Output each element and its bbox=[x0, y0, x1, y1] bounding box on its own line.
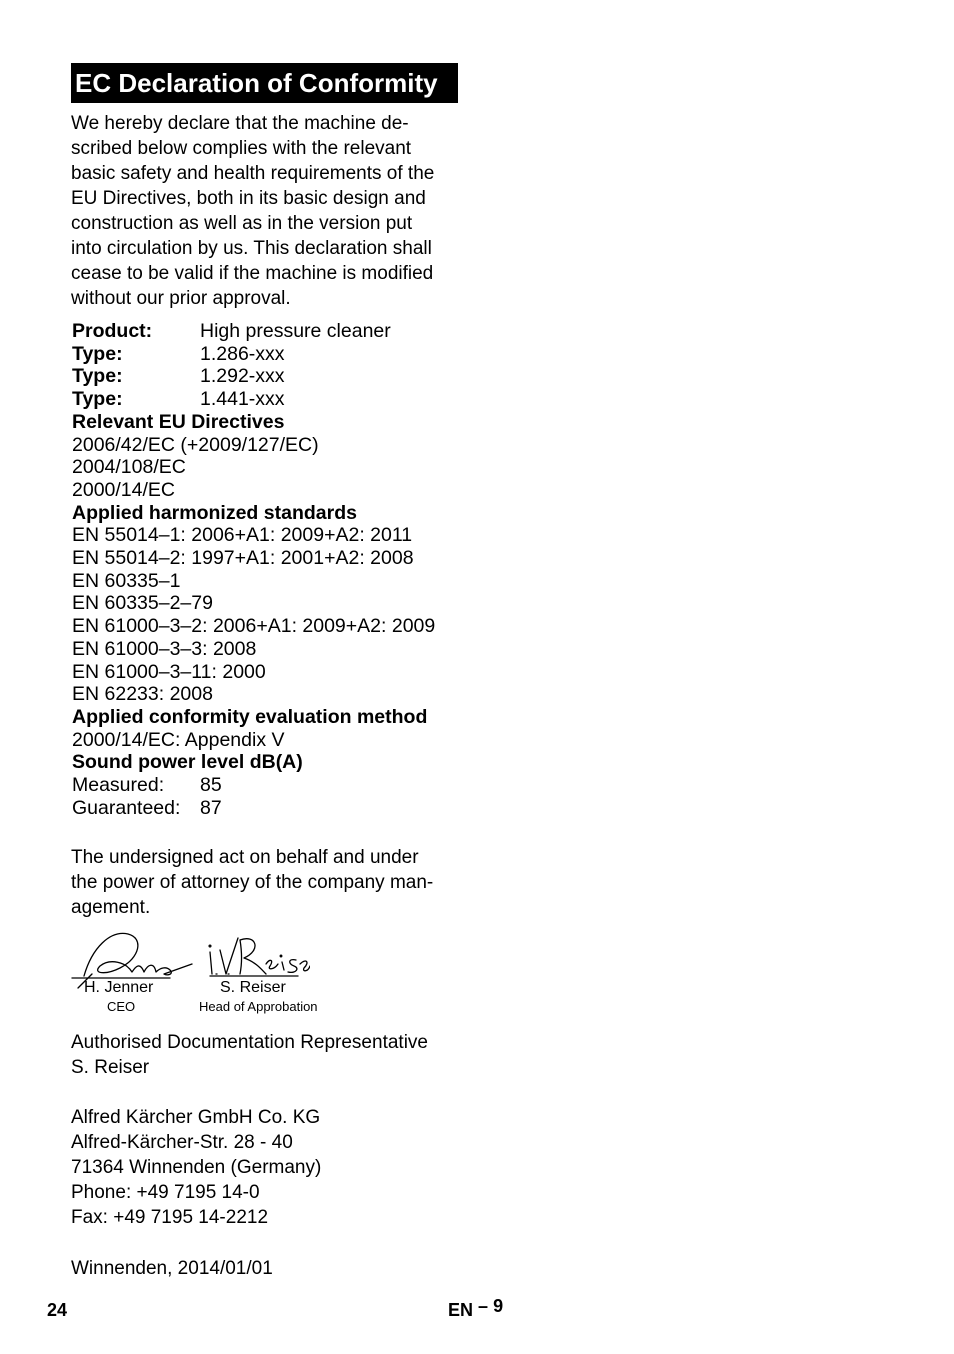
standard-item: EN 61000–3–2: 2006+A1: 2009+A2: 2009 bbox=[72, 615, 436, 638]
footer-dash: – bbox=[478, 1296, 489, 1316]
standard-item: EN 62233: 2008 bbox=[72, 683, 213, 706]
signatory-role-ceo: CEO bbox=[107, 999, 136, 1014]
footer-language: EN – 9 bbox=[448, 1296, 504, 1320]
sound-measured-row: Measured: 85 bbox=[72, 774, 222, 797]
representative-block: Authorised Documentation Representative S. Reiser bbox=[71, 1032, 428, 1078]
standard-item: EN 55014–1: 2006+A1: 2009+A2: 2011 bbox=[72, 524, 413, 547]
evaluation-value: 2000/14/EC: Appendix V bbox=[72, 728, 285, 751]
signatory-role-approbation: Head of Approbation bbox=[199, 999, 318, 1014]
standard-item: EN 61000–3–11: 2000 bbox=[72, 660, 266, 683]
directive-item: 2006/42/EC (+2009/127/EC) bbox=[72, 433, 319, 456]
signatory-name-reiser: S. Reiser bbox=[220, 979, 286, 996]
footer-section-page: 9 bbox=[493, 1296, 504, 1316]
page-title: EC Declaration of Conformity bbox=[71, 63, 458, 103]
undersigned-paragraph: The undersigned act on behalf and under the power of attorney of the company man- agement. bbox=[71, 847, 434, 918]
sound-guaranteed-row: Guaranteed: 87 bbox=[72, 796, 222, 819]
standard-item: EN 61000–3–3: 2008 bbox=[72, 637, 257, 660]
company-address: Alfred Kärcher GmbH Co. KG Alfred-Kärcher-Str. 28 - 40 71364 Winnenden (Germany) Phone: +49 7195 14-0 Fax: +49 7195 14-2212 bbox=[71, 1107, 322, 1228]
sound-heading: Sound power level dB(A) bbox=[72, 751, 303, 774]
standard-item: EN 55014–2: 1997+A1: 2001+A2: 2008 bbox=[72, 547, 414, 570]
signatory-name-jenner: H. Jenner bbox=[84, 979, 154, 996]
standard-item: EN 60335–1 bbox=[72, 569, 181, 592]
directive-item: 2004/108/EC bbox=[72, 456, 186, 479]
type-row: Type: 1.292-xxx bbox=[72, 365, 285, 388]
product-row: Product: High pressure cleaner bbox=[72, 320, 391, 342]
standards-heading: Applied harmonized standards bbox=[72, 501, 357, 524]
type-row: Type: 1.441-xxx bbox=[72, 388, 285, 411]
declaration-details bbox=[72, 320, 435, 819]
standard-item: EN 60335–2–79 bbox=[72, 592, 213, 615]
directives-heading: Relevant EU Directives bbox=[72, 410, 285, 433]
page-number: 24 bbox=[47, 1300, 68, 1320]
type-row: Type: 1.286-xxx bbox=[72, 342, 285, 365]
directive-item: 2000/14/EC bbox=[72, 478, 175, 501]
evaluation-heading: Applied conformity evaluation method bbox=[72, 705, 428, 728]
intro-paragraph: We hereby declare that the machine de- scribed below complies with the relevant basic safety and health requirements of the EU Directives, both in its basic design and construction as well as in the version put into circulation by us. This declaration shall cease to be valid if the machine is modified without our prior approval. bbox=[71, 113, 435, 309]
place-date: Winnenden, 2014/01/01 bbox=[71, 1258, 273, 1279]
